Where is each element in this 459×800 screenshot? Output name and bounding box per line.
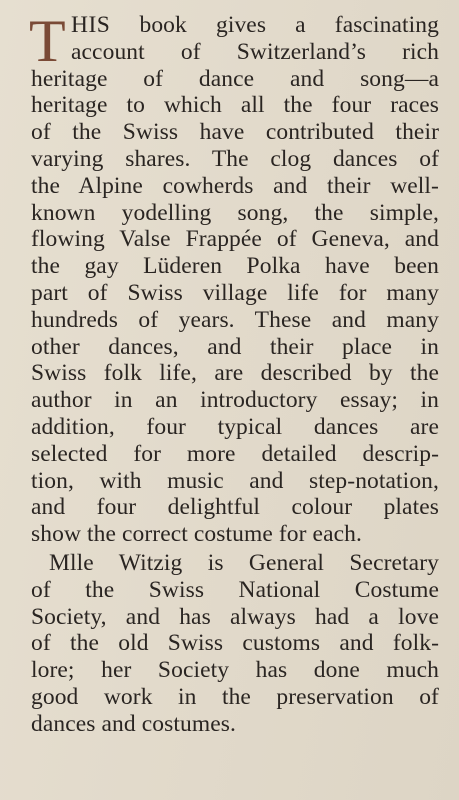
paragraph-1-line-1 (31, 12, 439, 39)
paragraph-1-line-16: addition, four typical dances are (31, 413, 439, 440)
paragraph-2-line-5: lore; her Society has done much (31, 657, 439, 684)
paragraph-2-line-4: of the old Swiss customs and folk- (31, 630, 439, 657)
paragraph-1-line-19: and four delightful colour plates (31, 494, 439, 521)
paragraph-2-line-1: Mlle Witzig is General Secretary (49, 549, 439, 576)
paragraph-2-line-6: good work in the preservation of (31, 683, 439, 710)
paragraph-1-line-7: the Alpine cowherds and their well- (31, 172, 439, 199)
paragraph-1-line-18: tion, with music and step-notation, (31, 467, 439, 494)
paragraph-1-line-13: other dances, and their place in (31, 333, 439, 360)
line-1-rest: book gives a fascinating (110, 12, 439, 38)
paragraph-2-line-3: Society, and has always had a love (31, 603, 439, 630)
blurb-text (29, 8, 439, 738)
paragraph-1-line-15: author in an introductory essay; in (31, 387, 439, 414)
paragraph-1-line-12: hundreds of years. These and many (31, 306, 439, 333)
paragraph-1-line-11: part of Swiss village life for many (31, 279, 439, 306)
paragraph-1-line-20: show the correct costume for each. (31, 521, 362, 548)
paragraph-2-line-2: of the Swiss National Costume (31, 576, 439, 603)
lead-small-caps: HIS (71, 12, 111, 38)
paragraph-1-line-3: heritage of dance and song—a (31, 65, 439, 92)
paragraph-1-line-10: the gay Lüderen Polka have been (31, 253, 439, 280)
paragraph-1-line-2: account of Switzerland’s rich (71, 38, 439, 65)
paragraph-1-line-8: known yodelling song, the simple, (31, 199, 439, 226)
paragraph-1-line-14: Swiss folk life, are described by the (31, 360, 439, 387)
paragraph-1 (29, 8, 439, 548)
paragraph-1-line-4: heritage to which all the four races (31, 92, 439, 119)
paragraph-1-line-17: selected for more detailed descrip- (31, 440, 439, 467)
paragraph-1-line-9: flowing Valse Frappée of Geneva, and (31, 226, 439, 253)
drop-cap: T (29, 8, 66, 74)
paragraph-1-line-6: varying shares. The clog dances of (31, 145, 439, 172)
paragraph-1-line-5: of the Swiss have contributed their (31, 119, 439, 146)
paragraph-2 (31, 550, 439, 738)
paragraph-2-line-7: dances and costumes. (31, 710, 236, 737)
